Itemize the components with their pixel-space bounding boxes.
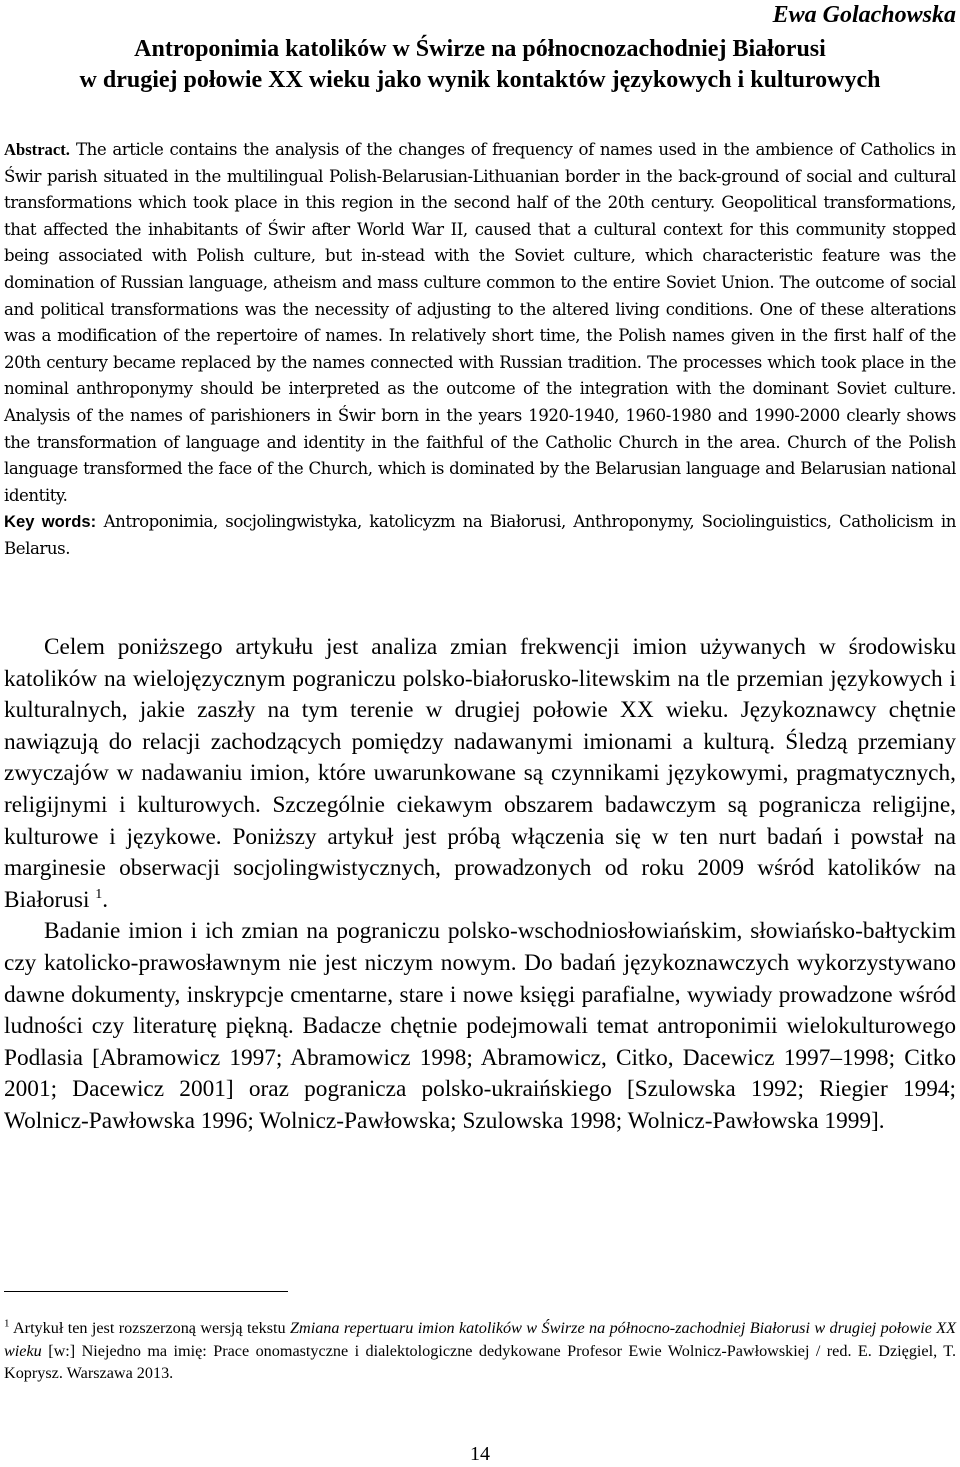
title-line-1: Antroponimia katolików w Świrze na północnozachodniej Białorusi xyxy=(134,36,826,62)
article-title xyxy=(0,34,960,96)
keywords-text: Antroponimia, socjolingwistyka, katolicyzm na Białorusi, Anthroponymy, Sociolinguistics, Catholicism in Belarus. xyxy=(4,512,956,558)
article-body xyxy=(4,632,956,1138)
footnote xyxy=(4,1317,956,1385)
body-paragraph-1 xyxy=(4,632,956,916)
body-paragraph-2 xyxy=(4,916,956,1137)
paragraph-end: . xyxy=(102,886,109,913)
keywords-label: Key words: xyxy=(4,512,97,532)
footnote-reference[interactable]: 1 xyxy=(95,886,103,902)
paragraph-text: Badanie imion i ich zmian na pograniczu polsko-wschodniosłowiańskim, słowiańsko-bałtyckim czy katolicko-prawosławnym nie jest niczym nowym. Do badań językoznawczych wykorzystywano dawne dokumenty, inskrypcje cmentarne, stare i nowe księgi parafialne, wywiady prowadzone wśród ludności czy literaturę piękną. Badacze chętnie podejmowali temat antroponimii wielokulturowego Podlasia [Abramowicz 1997; Abramowicz 1998; Abramowicz, Citko, Dacewicz 1997–1998; Citko 2001; Dacewicz 2001] oraz pogranicza polsko-ukraińskiego [Szulowska 1992; Riegier 1994; Wolnicz-Pawłowska 1996; Wolnicz-Pawłowska; Szulowska 1998; Wolnicz-Pawłowska 1999]. xyxy=(4,918,956,1134)
title-line-2: w drugiej połowie XX wieku jako wynik kontaktów językowych i kulturowych xyxy=(79,67,881,93)
keywords xyxy=(4,509,956,562)
footnote-number: 1 xyxy=(4,1317,10,1330)
author-name: Ewa Golachowska xyxy=(772,2,956,28)
footnote-text-b: [w:] Niejedno ma imię: Prace onomastyczne i dialektologiczne dedykowane Profesor Ewie Wolnicz-Pawłowskiej / red. E. Dzięgiel, T. Koprysz. Warszawa 2013. xyxy=(4,1341,956,1383)
abstract-paragraph xyxy=(4,137,956,509)
footnote-cited-title: Zmiana repertuaru imion katolików w Świrze na północno-zachodniej Białorusi w drugiej połowie XX wieku xyxy=(4,1319,957,1360)
page-number: 14 xyxy=(470,1443,490,1465)
abstract xyxy=(4,137,956,563)
footnote-text-a: Artykuł ten jest rozszerzoną wersją tekstu xyxy=(12,1319,286,1337)
footnote-separator xyxy=(4,1291,288,1292)
paragraph-text: Celem poniższego artykułu jest analiza zmian frekwencji imion używanych w środowisku katolików na wielojęzycznym pograniczu polsko-białorusko-litewskim na tle przemian językowych i kulturalnych, jakie zaszły na tym terenie w drugiej połowie XX wieku. Językoznawcy chętnie nawiązują do relacji zachodzących pomiędzy nadawanymi imionami a kulturą. Śledzą przemiany zwyczajów w nadawaniu imion, które uwarunkowane są czynnikami językowymi, pragmatycznych, religijnymi i kulturowych. Szczególnie ciekawym obszarem badawczym są pogranicza religijne, kulturowe i językowe. Poniższy artykuł jest próbą włączenia się w ten nurt badań i powstał na marginesie obserwacji socjolingwistycznych, prowadzonych od roku 2009 wśród katolików na Białorusi xyxy=(4,634,956,913)
abstract-text: The article contains the analysis of the changes of frequency of names used in the ambience of Catholics in Świr parish situated in the multilingual Polish-Belarusian-Lithuanian border in the back-ground of social and cultural transformations which took place in this region in the second half of the 20th century. Geopolitical transformations, that affected the inhabitants of Świr after World War II, caused that a cultural context for this community stopped being associated with Polish culture, but in-stead with the Soviet culture, which characteristic feature was the domination of Russian language, atheism and mass culture common to the entire Soviet Union. The outcome of social and political transformations was the necessity of adjusting to the altered living conditions. One of these alterations was a modification of the repertoire of names. In relatively short time, the Polish names given in the first half of the 20th century became replaced by the names connected with Russian tradition. The processes which took place in the nominal anthroponymy should be interpreted as the outcome of the integration with the dominant Soviet culture. Analysis of the names of parishioners in Świr born in the years 1920-1940, 1960-1980 and 1990-2000 clearly shows the transformation of language and identity in the faithful of the Catholic Church in the area. Church of the Polish language transformed the face of the Church, which is dominated by the Belarusian language and Belarusian national identity. xyxy=(4,140,956,505)
abstract-label: Abstract. xyxy=(4,140,70,159)
